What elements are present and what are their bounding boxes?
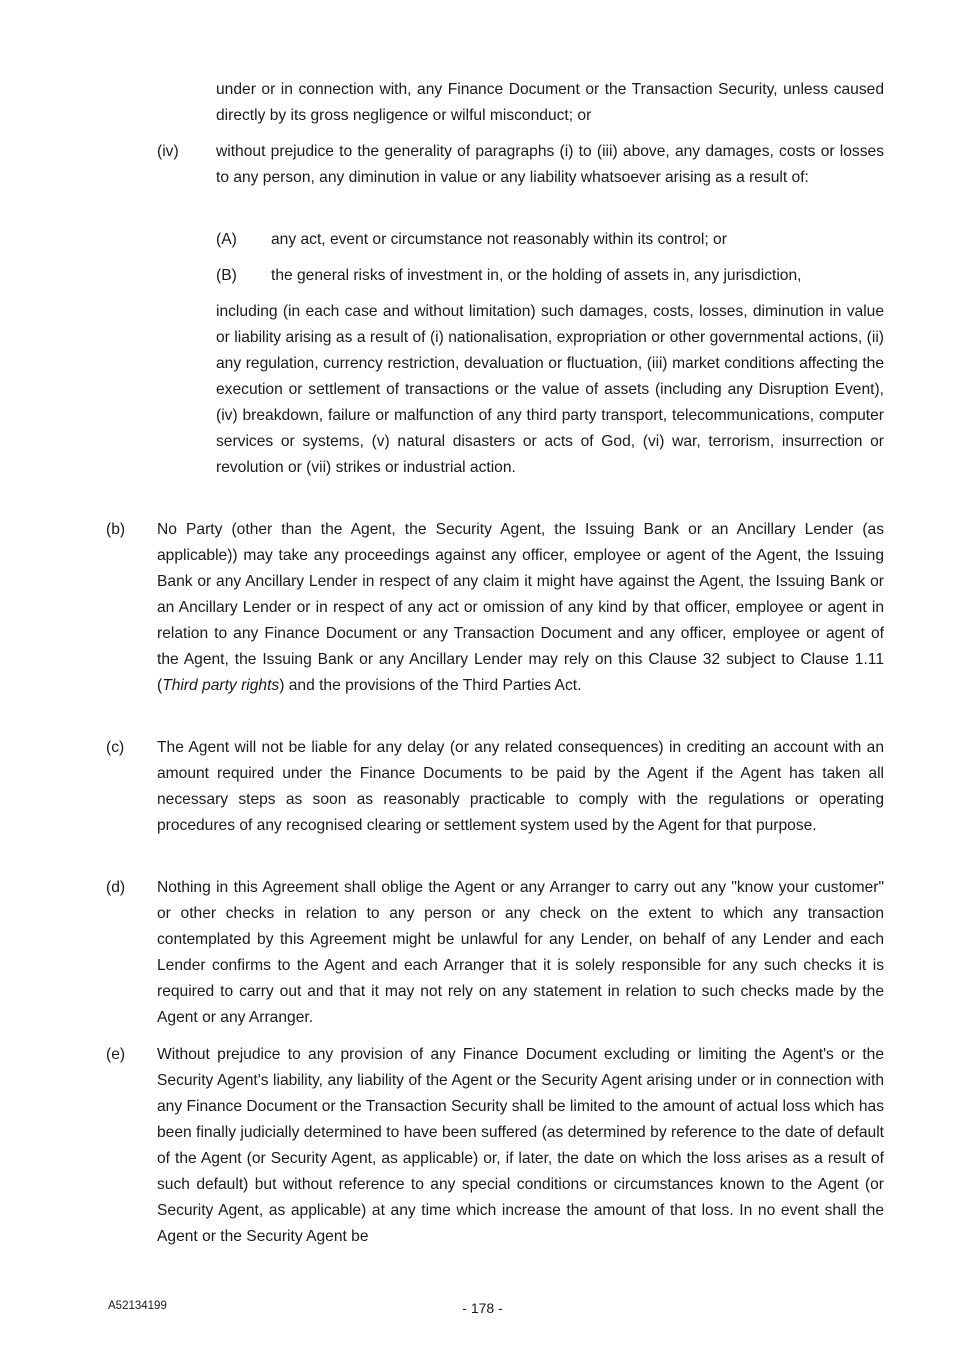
paragraph-c-label: (c) [106,739,125,756]
paragraph-b-text [157,517,884,699]
page-number: - 178 - [462,1300,503,1316]
paragraph-iii-continuation: under or in connection with, any Finance Document or the Transaction Security, unless caused directly by its gross negligence or wilful misconduct; or [216,81,884,124]
document-reference: A52134199 [108,1300,167,1312]
paragraph-e-label: (e) [106,1046,126,1063]
paragraph-iv-tail: including (in each case and without limitation) such damages, costs, losses, diminution in value or liability arising as a result of (i) nationalisation, expropriation or other governmental actions, (ii) any regulation, currency restriction, devaluation or fluctuation, (iii) market conditions affecting the execution or settlement of transactions or the value of assets (including any Disruption Event), (iv) breakdown, failure or malfunction of any third party transport, telecommunications, computer services or systems, (v) natural disasters or acts of God, (vi) war, terrorism, insurrection or revolution or (vii) strikes or industrial action. [216,303,884,476]
paragraph-b-text-pre: No Party (other than the Agent, the Security Agent, the Issuing Bank or an Ancillary Lender (as applicable)) may take any proceedings against any officer, employee or agent of the Agent, the Issuing Bank or any Ancillary Lender in respect of any claim it might have against the Agent, the Issuing Bank or an Ancillary Lender or in respect of any act or omission of any kind by that officer, employee or agent in relation to any Finance Document or any Transaction Document and any officer, employee or agent of the Agent, the Issuing Bank or any Ancillary Lender may rely on this Clause 32 subject to Clause 1.11 ( [157,521,884,694]
paragraph-B-label: (B) [216,267,237,284]
paragraph-d-label: (d) [106,879,126,896]
paragraph-b-label: (b) [106,521,126,538]
paragraph-A-label: (A) [216,231,237,248]
paragraph-B-text: the general risks of investment in, or the holding of assets in, any jurisdiction, [271,267,802,284]
paragraph-e-text: Without prejudice to any provision of any Finance Document excluding or limiting the Agent's or the Security Agent's liability, any liability of the Agent or the Security Agent arising under or in connection with any Finance Document or the Transaction Security shall be limited to the amount of actual loss which has been finally judicially determined to have been suffered (as determined by reference to the date of default of the Agent (or Security Agent, as applicable) or, if later, the date on which the loss arises as a result of such default) but without reference to any special conditions or circumstances known to the Agent (or Security Agent, as applicable) at any time which increase the amount of that loss. In no event shall the Agent or the Security Agent be [157,1046,884,1245]
paragraph-iv-text: without prejudice to the generality of paragraphs (i) to (iii) above, any damages, costs or losses to any person, any diminution in value or any liability whatsoever arising as a result of: [216,143,884,186]
paragraph-d-text: Nothing in this Agreement shall oblige the Agent or any Arranger to carry out any "know your customer" or other checks in relation to any person or any check on the extent to which any transaction contemplated by this Agreement might be unlawful for any Lender, on behalf of any Lender and each Lender confirms to the Agent and each Arranger that it is solely responsible for any such checks it is required to carry out and that it may not rely on any statement in relation to such checks made by the Agent or any Arranger. [157,879,884,1026]
paragraph-b-text-post: ) and the provisions of the Third Parties Act. [279,677,582,694]
paragraph-iv-label: (iv) [157,143,179,160]
paragraph-A-text: any act, event or circumstance not reasonably within its control; or [271,231,727,248]
paragraph-c-text: The Agent will not be liable for any delay (or any related consequences) in crediting an account with an amount required under the Finance Documents to be paid by the Agent if the Agent has taken all necessary steps as soon as reasonably practicable to comply with the regulations or operating procedures of any recognised clearing or settlement system used by the Agent for that purpose. [157,739,884,834]
clause-reference-italic: Third party rights [162,677,280,694]
